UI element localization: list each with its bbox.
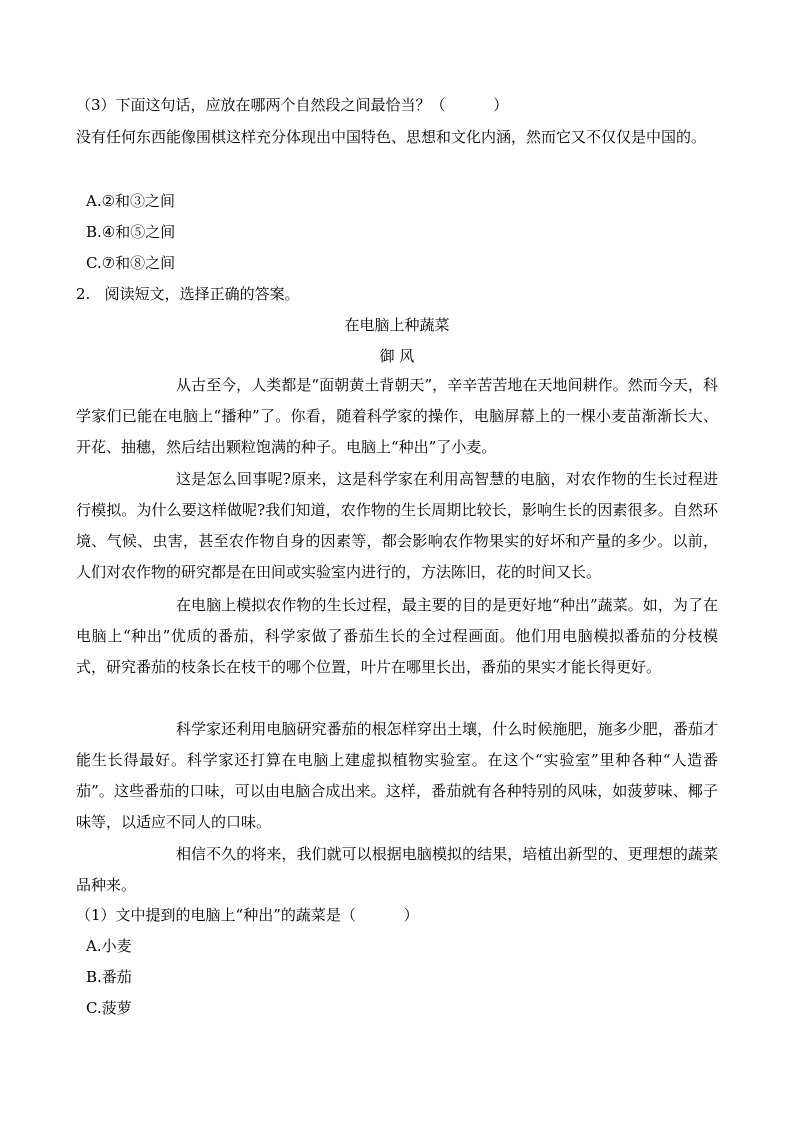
question-3-sentence: 没有任何东西能像围棋这样充分体现出中国特色、思想和文化内涵，然而它又不仅仅是中国的。 xyxy=(76,128,707,146)
question-3-option-b[interactable]: B.④和⑤之间 xyxy=(86,223,176,241)
question-3-option-c[interactable]: C.⑦和⑧之间 xyxy=(86,254,176,272)
passage-paragraph-5: 相信不久的将来，我们就可以根据电脑模拟的结果，培植出新型的、更理想的蔬菜品种来。 xyxy=(76,845,718,894)
passage-paragraph-4: 科学家还利用电脑研究番茄的根怎样穿出土壤，什么时候施肥，施多少肥，番茄才能生长得最好。科学家还打算在电脑上建虚拟植物实验室。在这个“实验室”里种各种“人造番茄”。这些番茄的口味，可以由电脑合成出来。这样，番茄就有各种特别的风味，如菠萝味、椰子味等，以适应不同人的口味。 xyxy=(76,720,718,831)
passage-author: 御 风 xyxy=(379,347,415,365)
passage-paragraph-2: 这是怎么回事呢?原来，这是科学家在利用高智慧的电脑，对农作物的生长过程进行模拟。为什么要这样做呢?我们知道，农作物的生长周期比较长，影响生长的因素很多。自然环境、气候、虫害，甚至农作物自身的因素等，都会影响农作物果实的好坏和产量的多少。以前，人们对农作物的研究都是在田间或实验室内进行的，方法陈旧，花的时间又长。 xyxy=(76,470,718,581)
sub-question-1-option-b[interactable]: B.番茄 xyxy=(86,968,132,986)
passage-title: 在电脑上种蔬菜 xyxy=(344,316,450,334)
sub-question-1-stem: （1）文中提到的电脑上“种出”的蔬菜是（ ） xyxy=(76,906,419,924)
question-2-heading: 2. 阅读短文，选择正确的答案。 xyxy=(76,285,300,303)
question-3-option-a[interactable]: A.②和③之间 xyxy=(86,192,176,210)
passage-paragraph-1: 从古至今，人类都是“面朝黄土背朝天”，辛辛苦苦地在天地间耕作。然而今天，科学家们已能在电脑上“播种”了。你看，随着科学家的操作，电脑屏幕上的一棵小麦苗渐渐长大、开花、抽穗，然后结出颗粒饱满的种子。电脑上“种出”了小麦。 xyxy=(76,376,718,456)
sub-question-1-option-a[interactable]: A.小麦 xyxy=(86,937,132,955)
sub-question-1-option-c[interactable]: C.菠萝 xyxy=(86,999,132,1017)
question-3-stem: （3）下面这句话，应放在哪两个自然段之间最恰当？（ ） xyxy=(76,96,509,114)
passage-paragraph-3: 在电脑上模拟农作物的生长过程，最主要的目的是更好地“种出”蔬菜。如，为了在电脑上“种出”优质的番茄，科学家做了番茄生长的全过程画面。他们用电脑模拟番茄的分枝模式，研究番茄的枝条长在枝干的哪个位置，叶片在哪里长出，番茄的果实才能长得更好。 xyxy=(76,596,718,676)
